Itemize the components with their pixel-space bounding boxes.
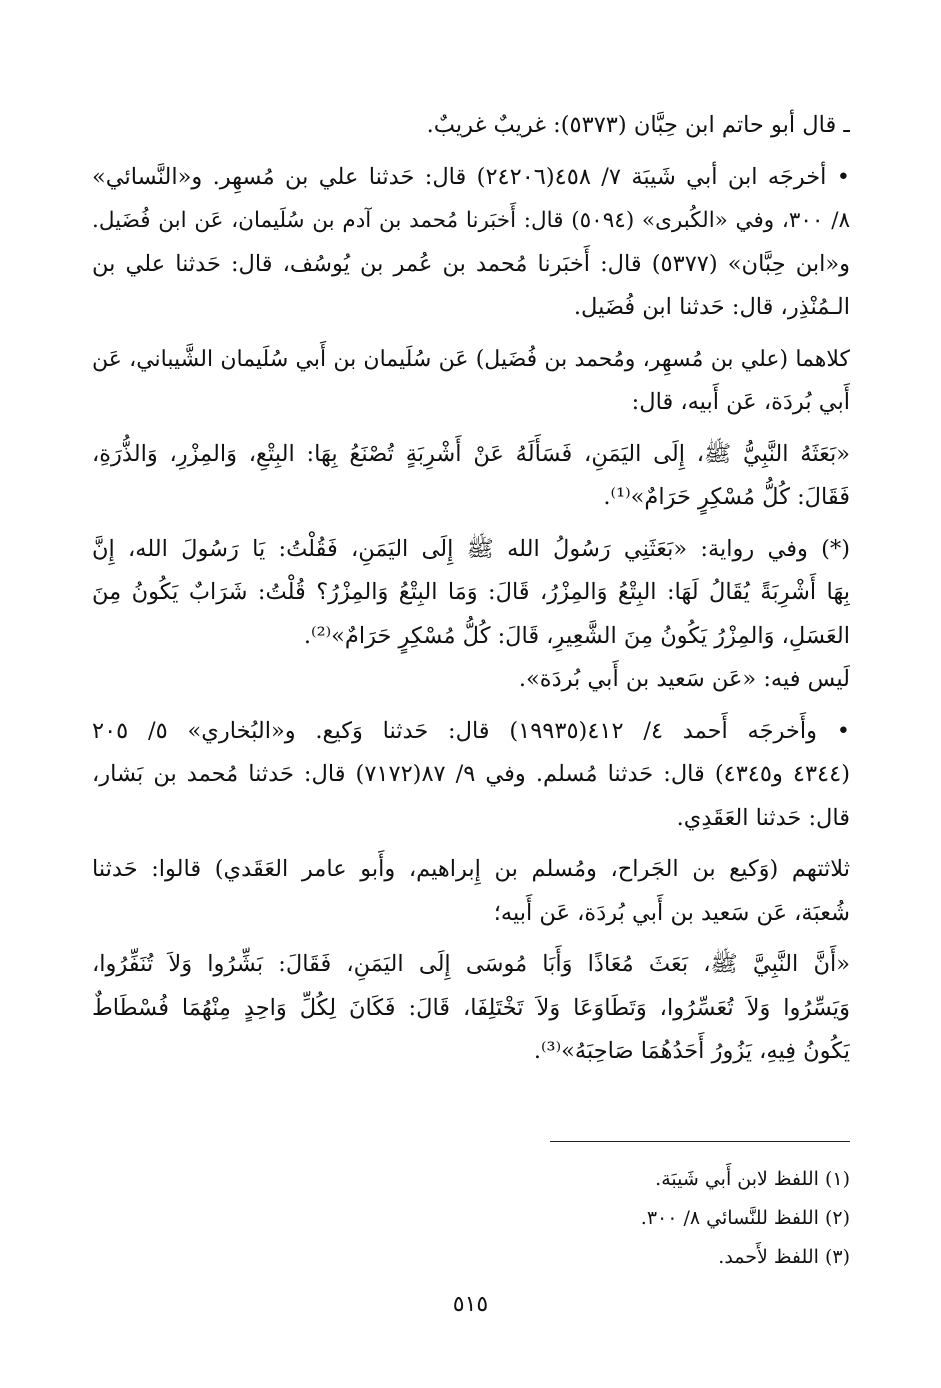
text-line: (٤٣٤٤ و٤٣٤٥) قال: حَدثنا مُسلم. وفي ٩/ ٨٧(٧١٧٢) قال: حَدثنا مُحمد بن بَشار، [92, 761, 850, 787]
text-line: ٨/ ٣٠٠، وفي «الكُبرى» (٥٠٩٤) قال: أَخبَرنا مُحمد بن آدم بن سُلَيمان، عَن ابن فُضَيل. [92, 208, 850, 233]
text-line: ثلاثتهم (وَكيع بن الجَراح، ومُسلم بن إِبراهيم، وأَبو عامر العَقَدي) قالوا: حَدثنا [92, 856, 850, 882]
main-text [92, 104, 850, 1074]
hadith-line: بِهَا أَشْرِبَةً يُقَالُ لَهَا: البِتْعُ وَالمِزْرُ، قَالَ: وَمَا البِتْعُ وَالمِزْرُ؟ قُلْتُ: شَرَابٌ يَكُونُ مِنَ [92, 579, 850, 605]
text-line: • أخرجَه ابن أبي شَيبَة ٧/ ٤٥٨(٢٤٢٠٦) قال: حَدثنا علي بن مُسهِر. و«النَّسائي» [92, 163, 850, 190]
text-line: ـ قال أبو حاتم ابن حِبَّان (٥٣٧٣): غريبٌ غريبٌ. [426, 112, 850, 138]
footnote: (٢) اللفظ للنَّسائي ٨/ ٣٠٠. [640, 1207, 850, 1229]
footnote-divider [550, 1141, 850, 1142]
footnote: (٣) اللفظ لأَحمد. [718, 1246, 850, 1268]
text-line: و«ابن حِبَّان» (٥٣٧٧) قال: أَخبَرنا مُحمد بن عُمر بن يُوسُف، قال: حَدثنا علي بن [92, 250, 850, 277]
text-line: قال: حَدثنا العَقَدِي. [676, 804, 850, 831]
text-line: الـمُنْذِر، قال: حَدثنا ابن فُضَيل. [573, 294, 850, 320]
hadith-line: (*) وفي رواية: «بَعَثَنِي رَسُولُ الله ﷺ إِلَى اليَمَنِ، فَقُلْتُ: يَا رَسُولَ الله، إِنَّ [92, 535, 850, 562]
hadith-line: وَيَسِّرُوا وَلاَ تُعَسِّرُوا، وَتَطَاوَعَا وَلاَ تَخْتَلِفَا، قَالَ: فَكَانَ لِكُلِّ وَاحِدٍ مِنْهُمَا فُسْطَاطٌ [92, 994, 850, 1021]
footnote: (١) اللفظ لابن أَبي شَيبَة. [655, 1168, 850, 1190]
hadith-line: فَقَالَ: كُلُّ مُسْكِرٍ حَرَامٌ»⁽¹⁾. [603, 484, 850, 510]
text-line: شُعبَة، عَن سَعيد بن أَبي بُردَة، عَن أَبيه؛ [493, 899, 850, 926]
text-line: أَبي بُردَة، عَن أَبيه، قال: [631, 389, 850, 415]
text-line: • وأَخرجَه أَحمد ٤/ ٤١٢(١٩٩٣٥) قال: حَدثنا وَكيع. و«البُخاري» ٥/ ٢٠٥ [92, 717, 850, 744]
footnotes [400, 1160, 850, 1277]
hadith-line: «بَعَثَهُ النَّبِيُّ ﷺ، إِلَى اليَمَنِ، فَسَأَلَهُ عَنْ أَشْرِبَةٍ تُصْنَعُ بِهَا: البِتْعِ، وَالمِزْرِ، وَالذُّرَةِ، [92, 440, 850, 467]
page-number: ٥١٥ [452, 1292, 489, 1317]
text-line: لَيس فيه: «عَن سَعيد بن أَبي بُردَة». [518, 666, 850, 692]
hadith-line: العَسَلِ، وَالمِزْرُ يَكُونُ مِنَ الشَّعِيرِ، قَالَ: كُلُّ مُسْكِرٍ حَرَامٌ»⁽²⁾. [303, 622, 850, 649]
text-line: كلاهما (علي بن مُسهِر، ومُحمد بن فُضَيل) عَن سُلَيمان بن أَبي سُلَيمان الشَّيباني، عَن [92, 346, 850, 372]
hadith-line: «أَنَّ النَّبِيَّ ﷺ، بَعَثَ مُعَاذًا وَأَبَا مُوسَى إِلَى اليَمَنِ، فَقَالَ: بَشِّرُوا وَلاَ تُنَفِّرُوا، [92, 951, 850, 977]
hadith-line: يَكُونُ فِيهِ، يَزُورُ أَحَدُهُمَا صَاحِبَهُ»⁽³⁾. [533, 1038, 850, 1064]
